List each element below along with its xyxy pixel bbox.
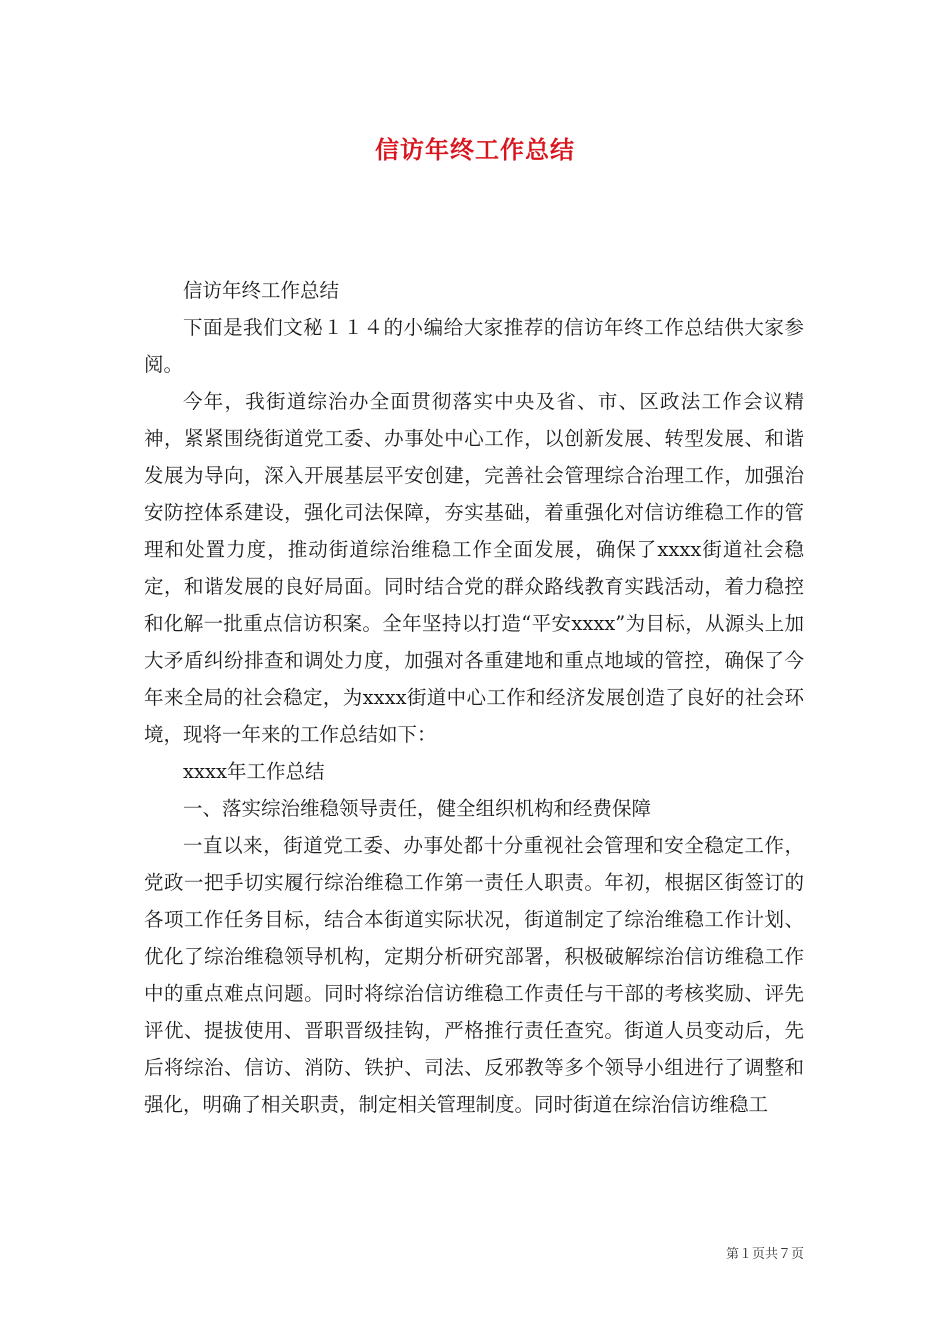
paragraph-responsibility: 一直以来，街道党工委、办事处都十分重视社会管理和安全稳定工作，党政一把手切实履行综治维稳工作第一责任人职责。年初，根据区街签订的各项工作任务目标，结合本街道实际状况，街道制定了综治维稳工作计划、优化了综治维稳领导机构，定期分析研究部署，积极破解综治信访维稳工作中的重点难点问题。同时将综治信访维稳工作责任与干部的考核奖励、评先评优、提拔使用、晋职晋级挂钩，严格推行责任查究。街道人员变动后，先后将综治、信访、消防、铁护、司法、反邪教等多个领导小组进行了调整和强化，明确了相关职责，制定相关管理制度。同时街道在综治信访维稳工	[144, 834, 804, 1116]
document-body	[144, 272, 804, 1123]
paragraph-heading: 信访年终工作总结	[183, 279, 340, 302]
document-title: 信访年终工作总结	[375, 135, 575, 164]
page-number: 第１页共７页	[725, 1247, 804, 1262]
paragraph-subsection-title: 一、落实综治维稳领导责任，健全组织机构和经费保障	[183, 797, 652, 820]
paragraph-intro: 下面是我们文秘１１４的小编给大家推荐的信访年终工作总结供大家参阅。	[144, 316, 804, 376]
paragraph-summary: 今年，我街道综治办全面贯彻落实中央及省、市、区政法工作会议精神，紧紧围绕街道党工委、办事处中心工作，以创新发展、转型发展、和谐发展为导向，深入开展基层平安创建，完善社会管理综合治理工作，加强治安防控体系建设，强化司法保障，夯实基础，着重强化对信访维稳工作的管理和处置力度，推动街道综治维稳工作全面发展，确保了xxxx街道社会稳定，和谐发展的良好局面。同时结合党的群众路线教育实践活动，着力稳控和化解一批重点信访积案。全年坚持以打造“平安xxxx”为目标，从源头上加大矛盾纠纷排查和调处力度，加强对各重建地和重点地域的管控，确保了今年来全局的社会稳定，为xxxx街道中心工作和经济发展创造了良好的社会环境，现将一年来的工作总结如下：	[144, 390, 804, 746]
paragraph-section-title: xxxx年工作总结	[183, 760, 325, 783]
